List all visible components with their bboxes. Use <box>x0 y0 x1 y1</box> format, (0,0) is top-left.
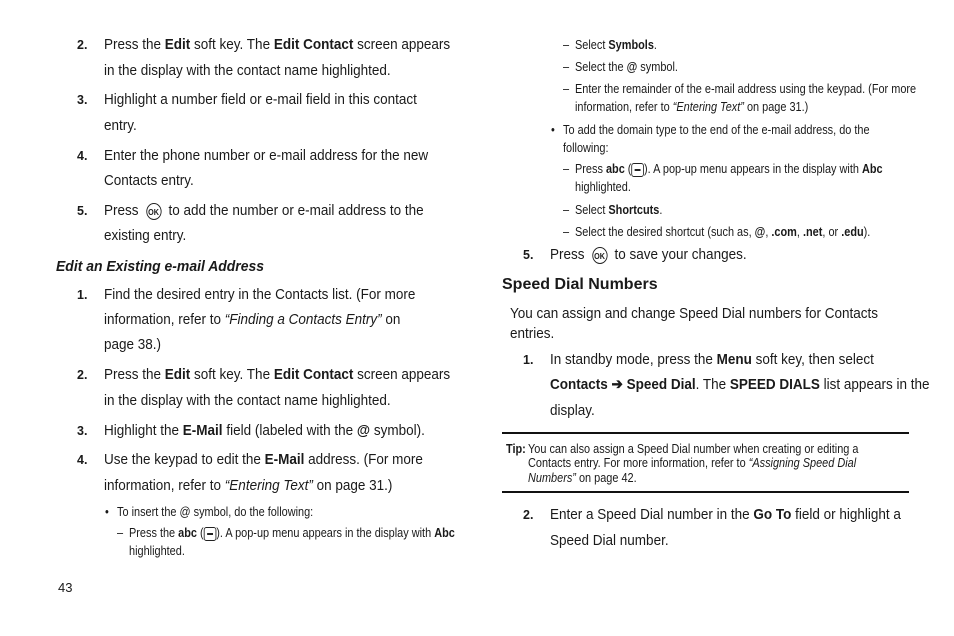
soft-key-icon <box>204 527 217 541</box>
dash-line: Select the @ symbol. <box>575 59 678 74</box>
bold-term: Edit <box>164 36 191 53</box>
page-number: 43 <box>58 580 73 595</box>
step-line: in the display with the contact name highlighted. <box>104 62 391 79</box>
dash-marker: – <box>563 81 570 96</box>
dash-line: highlighted. <box>575 179 631 194</box>
tip-top-rule <box>502 432 909 434</box>
bold-term: Edit Contact <box>273 36 354 53</box>
step-number: 1. <box>523 353 534 367</box>
bold-term: SPEED DIALS <box>729 376 820 393</box>
step-line: display. <box>550 402 595 419</box>
dash-line: Press the abc ( ). A pop-up menu appears in the display with Abc <box>129 525 455 540</box>
tip-line: You can also assign a Speed Dial number when creating or editing a <box>528 441 859 456</box>
step-line: Find the desired entry in the Contacts list. (For more <box>104 286 416 303</box>
bullet-line: following: <box>563 140 609 155</box>
cross-reference: “Entering Text” <box>672 99 744 114</box>
step-number: 2. <box>523 508 534 522</box>
bullet-marker: • <box>551 122 555 137</box>
cross-reference: “Finding a Contacts Entry” <box>224 311 382 328</box>
step-line: Highlight a number field or e-mail field in this contact <box>104 91 417 108</box>
dash-marker: – <box>563 224 570 239</box>
step-number: 1. <box>77 288 88 302</box>
step-line: information, refer to “Entering Text” on page 31.) <box>104 477 393 494</box>
bold-term: Go To <box>753 506 792 523</box>
bold-term: E-Mail <box>182 422 223 439</box>
bold-term: Edit <box>164 366 191 383</box>
dash-line: Select the desired shortcut (such as, @, .com, .net, or .edu). <box>575 224 871 239</box>
step-line: in the display with the contact name highlighted. <box>104 392 391 409</box>
tip-label: Tip: <box>506 441 526 456</box>
bold-term: E-Mail <box>264 451 305 468</box>
soft-key-icon <box>631 163 644 177</box>
dash-marker: – <box>563 202 570 217</box>
step-number: 2. <box>77 38 88 52</box>
step-number: 4. <box>77 149 88 163</box>
bold-term: Symbols <box>608 37 654 52</box>
bold-term: .net <box>802 224 823 239</box>
step-line: existing entry. <box>104 227 187 244</box>
bold-term: @ <box>754 224 766 239</box>
bold-term: Abc <box>434 525 455 540</box>
section-heading: Speed Dial Numbers <box>502 276 658 293</box>
step-line: Highlight the E-Mail field (labeled with the @ symbol). <box>104 422 425 439</box>
step-line: information, refer to “Finding a Contacts Entry” on <box>104 311 401 328</box>
step-line: Press OK to save your changes. <box>550 246 747 263</box>
dash-line: Enter the remainder of the e-mail address using the keypad. (For more <box>575 81 917 96</box>
step-line: Press the Edit soft key. The Edit Contact screen appears <box>104 36 451 53</box>
step-line: Use the keypad to edit the E-Mail address. (For more <box>104 451 423 468</box>
tip-line: Contacts entry. For more information, refer to “Assigning Speed Dial <box>528 455 857 470</box>
intro-line: You can assign and change Speed Dial numbers for Contacts <box>510 305 878 322</box>
cross-reference: Numbers” <box>528 470 576 485</box>
step-number: 2. <box>77 368 88 382</box>
bold-term: abc <box>605 161 625 176</box>
step-line: Contacts ➔ Speed Dial. The SPEED DIALS list appears in the <box>550 376 930 393</box>
bold-term: @ <box>356 422 371 439</box>
step-line: Press OK to add the number or e-mail address to the <box>104 202 424 219</box>
intro-line: entries. <box>510 325 555 342</box>
step-line: Enter a Speed Dial number in the Go To field or highlight a <box>550 506 901 523</box>
dash-line: information, refer to “Entering Text” on page 31.) <box>575 99 809 114</box>
dash-line: Select Shortcuts. <box>575 202 663 217</box>
bold-term: @ <box>626 59 638 74</box>
ok-key-icon: OK <box>146 203 161 220</box>
dash-line: Select Symbols. <box>575 37 657 52</box>
cross-reference: “Assigning Speed Dial <box>748 455 857 470</box>
step-line: Contacts entry. <box>104 172 194 189</box>
bold-term: Edit Contact <box>273 366 354 383</box>
bold-term: .edu <box>841 224 864 239</box>
subheading: Edit an Existing e-mail Address <box>56 258 265 275</box>
dash-line: Press abc ( ). A pop-up menu appears in the display with Abc <box>575 161 883 176</box>
step-line: Enter the phone number or e-mail address for the new <box>104 147 429 164</box>
step-number: 3. <box>77 424 88 438</box>
step-number: 3. <box>77 93 88 107</box>
bold-term: .com <box>771 224 797 239</box>
bullet-text: To insert the @ symbol, do the following: <box>117 504 314 519</box>
dash-marker: – <box>117 525 124 540</box>
bold-term: abc <box>178 525 197 540</box>
cross-reference: “Entering Text” <box>224 477 313 494</box>
step-number: 4. <box>77 453 88 467</box>
bold-term: Abc <box>861 161 883 176</box>
dash-marker: – <box>563 161 570 176</box>
bullet-marker: • <box>105 504 109 519</box>
tip-line: Numbers” on page 42. <box>528 470 637 485</box>
dash-marker: – <box>563 37 570 52</box>
step-line: Speed Dial number. <box>550 532 669 549</box>
step-number: 5. <box>523 248 534 262</box>
dash-marker: – <box>563 59 570 74</box>
bullet-line: To add the domain type to the end of the e-mail address, do the <box>563 122 870 137</box>
step-line: entry. <box>104 117 137 134</box>
bold-term: Contacts ➔ Speed Dial <box>550 376 696 393</box>
step-number: 5. <box>77 204 88 218</box>
step-line: In standby mode, press the Menu soft key, then select <box>550 351 874 368</box>
step-line: page 38.) <box>104 336 162 353</box>
step-line: Press the Edit soft key. The Edit Contact screen appears <box>104 366 451 383</box>
bold-term: Menu <box>716 351 752 368</box>
dash-line: highlighted. <box>129 543 185 558</box>
tip-bottom-rule <box>502 491 909 493</box>
ok-key-icon: OK <box>592 247 607 264</box>
bold-term: Shortcuts <box>608 202 660 217</box>
